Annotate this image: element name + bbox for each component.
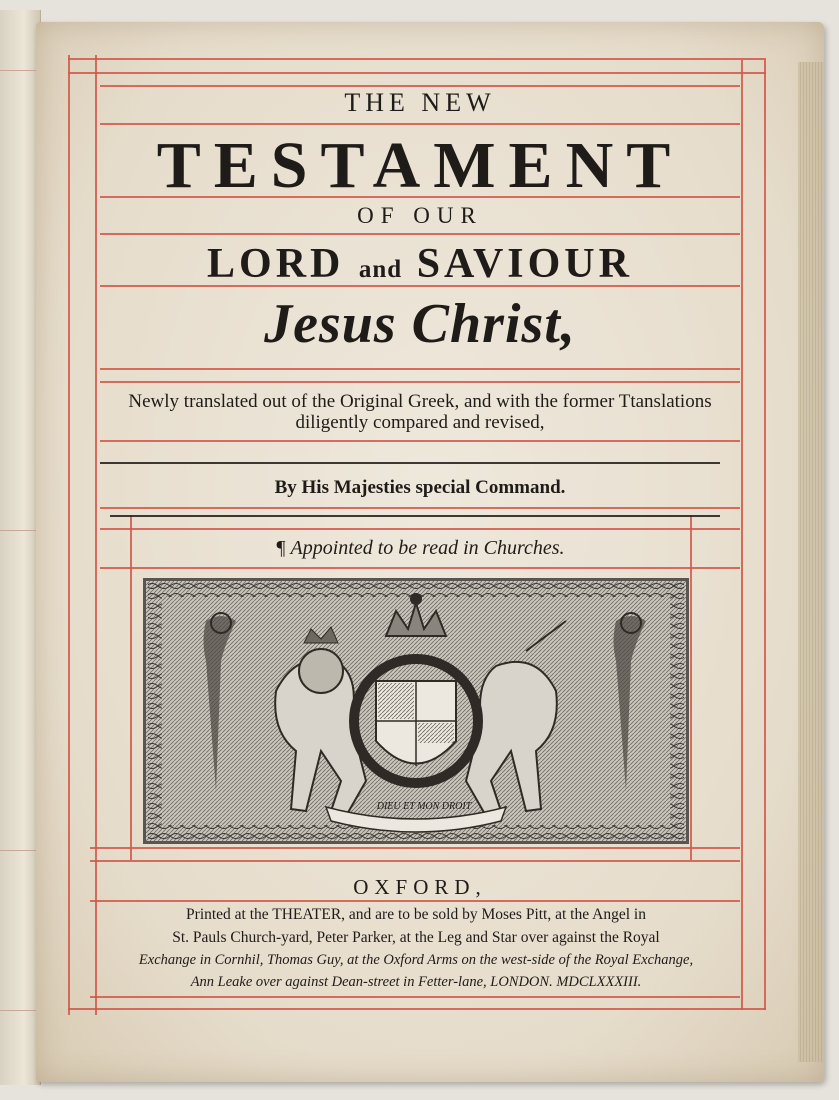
- imprint-line-4: Ann Leake over against Dean-street in Fetter-lane, LONDON. MDCLXXXIII.: [190, 974, 642, 990]
- page-edge-shading: [798, 62, 824, 1062]
- subtitle: [100, 391, 740, 433]
- command-line: By His Majesties special Command.: [274, 477, 566, 498]
- word-and: and: [358, 256, 403, 283]
- word-saviour: SAVIOUR: [416, 241, 633, 287]
- appointed-line: ¶ Appointed to be read in Churches.: [275, 537, 565, 559]
- imprint-line-2: St. Pauls Church-yard, Peter Parker, at the Leg and Star over against the Royal: [172, 929, 660, 946]
- title-line-testament: TESTAMENT: [156, 129, 684, 202]
- title-line-of-our: OF OUR: [357, 203, 483, 228]
- title-line-jesus-christ: Jesus Christ,: [264, 293, 576, 355]
- imprint-line-1: Printed at the THEATER, and are to be sold by Moses Pitt, at the Angel in: [186, 906, 646, 923]
- title-line-lord-saviour: [110, 240, 730, 288]
- word-lord: LORD: [207, 241, 345, 287]
- title-line-the-new: THE NEW: [344, 88, 496, 117]
- imprint-line-3: Exchange in Cornhil, Thomas Guy, at the Oxford Arms on the west-side of the Royal Exchange,: [138, 952, 694, 968]
- imprint-place: OXFORD,: [353, 875, 487, 899]
- royal-arms-engraving: [143, 578, 689, 844]
- subtitle-line-2: diligently compared and revised,: [295, 412, 545, 433]
- royal-motto: DIEU ET MON DROIT: [376, 801, 472, 812]
- left-page-edge: [0, 10, 41, 1085]
- subtitle-line-1: Newly translated out of the Original Greek, and with the former Ttanslations: [128, 391, 712, 412]
